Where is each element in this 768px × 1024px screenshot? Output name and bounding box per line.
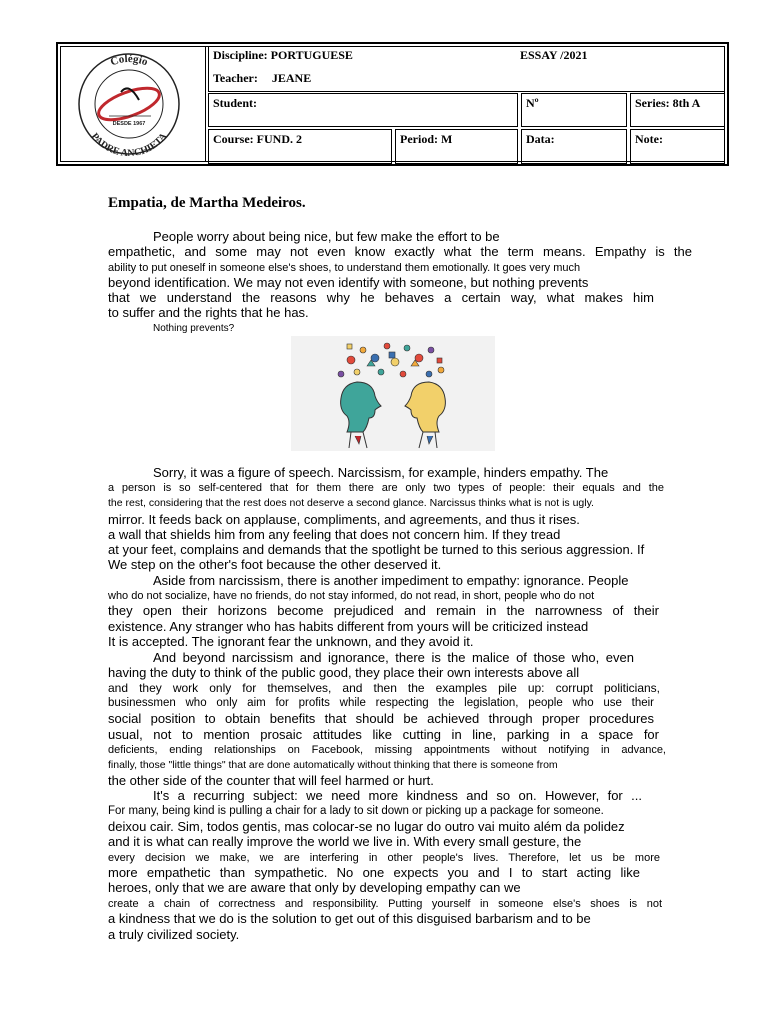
number-field[interactable]	[521, 93, 627, 127]
number-label: Nº	[526, 96, 539, 110]
text-line: social position to obtain benefits that should be achieved through proper procedures	[108, 711, 654, 726]
text-line: deixou cair. Sim, todos gentis, mas colocar-se no lugar do outro vai muito além da polidez	[108, 819, 625, 834]
text-line: beyond identification. We may not even identify with someone, but nothing prevents	[108, 275, 589, 290]
text-line: every decision we make, we are interfering in other people's lives. Therefore, let us be more	[108, 852, 660, 864]
date-field[interactable]	[521, 129, 627, 164]
text-line: We step on the other's foot because the other deserved it.	[108, 557, 442, 572]
course-field	[208, 129, 392, 164]
text-line: It is accepted. The ignorant fear the unknown, and they avoid it.	[108, 634, 474, 649]
series-field	[630, 93, 725, 127]
student-field[interactable]	[208, 93, 518, 127]
text-line: Nothing prevents?	[153, 323, 235, 334]
discipline-teacher-cell	[208, 46, 725, 92]
text-line: the other side of the counter that will feel harmed or hurt.	[108, 773, 434, 788]
empathy-illustration	[291, 336, 495, 451]
logo-school: PADRE ANCHIETA	[88, 131, 170, 156]
text-line: create a chain of correctness and responsibility. Putting yourself in someone else's shoes is not	[108, 898, 662, 910]
text-line: having the duty to think of the public good, they place their own interests above all	[108, 665, 580, 680]
teacher-name: JEANE	[271, 71, 312, 85]
text-line: they open their horizons become prejudiced and remain in the narrowness of their	[108, 603, 659, 618]
text-line: at your feet, complains and demands that the spotlight be turned to this serious aggression. If	[108, 542, 645, 557]
text-line: heroes, only that we are aware that only by developing empathy can we	[108, 880, 521, 895]
text-line: Sorry, it was a figure of speech. Narcissism, for example, hinders empathy. The	[153, 465, 609, 480]
text-line: more empathetic than sympathetic. No one expects you and I to start acting like	[108, 865, 640, 880]
note-field[interactable]	[630, 129, 725, 164]
text-line: deficients, ending relationships on Facebook, missing appointments without notifying in advance,	[108, 744, 666, 756]
text-line: the rest, considering that the rest does not deserve a second glance. Narcissus thinks what is not is ugly.	[108, 497, 594, 509]
text-line: a kindness that we do is the solution to get out of this disguised barbarism and to be	[108, 911, 591, 926]
text-line: a truly civilized society.	[108, 927, 240, 942]
teacher-label: Teacher:	[213, 71, 258, 85]
logo-cell	[60, 46, 206, 162]
discipline-label: Discipline: PORTUGUESE	[213, 48, 353, 62]
text-line: to suffer and the rights that he has.	[108, 305, 309, 320]
essay-label: ESSAY /2021	[520, 48, 588, 62]
text-line: Aside from narcissism, there is another impediment to empathy: ignorance. People	[153, 573, 629, 588]
date-label: Data:	[526, 132, 555, 146]
period-field	[395, 129, 518, 164]
svg-text:Colégio	[109, 53, 150, 69]
logo-since: DESDE 1967	[112, 121, 146, 127]
school-logo	[73, 52, 185, 156]
text-line: who do not socialize, have no friends, do not stay informed, do not read, in short, people who do not	[108, 590, 595, 602]
header-table	[56, 42, 729, 166]
series-label: Series: 8th A	[635, 96, 701, 110]
text-line: businessmen who only aim for profits while respecting the legislation, people who use their	[108, 697, 654, 709]
text-line: and it is what can really improve the world we live in. With every small gesture, the	[108, 834, 582, 849]
note-label: Note:	[635, 132, 663, 146]
logo-name: Colégio	[108, 52, 150, 69]
text-line: existence. Any stranger who has habits different from yours will be criticized instead	[108, 619, 589, 634]
text-line: mirror. It feeds back on applause, compliments, and agreements, and thus it rises.	[108, 512, 580, 527]
teacher-line	[213, 71, 311, 86]
text-line: For many, being kind is pulling a chair for a lady to sit down or picking up a package for someone.	[108, 805, 604, 817]
text-line: a person is so self-centered that for them there are only two types of people: their equals and the	[108, 482, 664, 494]
text-line: and they work only for themselves, and then the examples pile up: corrupt politicians,	[108, 681, 660, 695]
text-line: usual, not to mention prosaic attitudes like cutting in line, parking in a space for	[108, 727, 659, 742]
student-label: Student:	[213, 96, 258, 110]
text-line: empathetic, and some may not even know exactly what the term means. Empathy is the	[108, 244, 692, 259]
text-line: And beyond narcissism and ignorance, there is the malice of those who, even	[153, 650, 634, 665]
period-label: Period: M	[400, 132, 453, 146]
text-line: finally, those "little things" that are done automatically without thinking that there is someone from	[108, 759, 558, 771]
text-line: a wall that shields him from any feeling that does not concern him. If they tread	[108, 527, 561, 542]
text-line: People worry about being nice, but few make the effort to be	[153, 229, 500, 244]
essay-title: Empatia, de Martha Medeiros.	[108, 195, 306, 211]
text-line: ability to put oneself in someone else's shoes, to understand them emotionally. It goes very much	[108, 262, 581, 274]
svg-text:PADRE ANCHIETA	[89, 131, 170, 156]
course-label: Course: FUND. 2	[213, 132, 302, 146]
text-line: It's a recurring subject: we need more kindness and so on. However, for ...	[153, 788, 642, 803]
text-line: that we understand the reasons why he behaves a certain way, what makes him	[108, 290, 654, 305]
